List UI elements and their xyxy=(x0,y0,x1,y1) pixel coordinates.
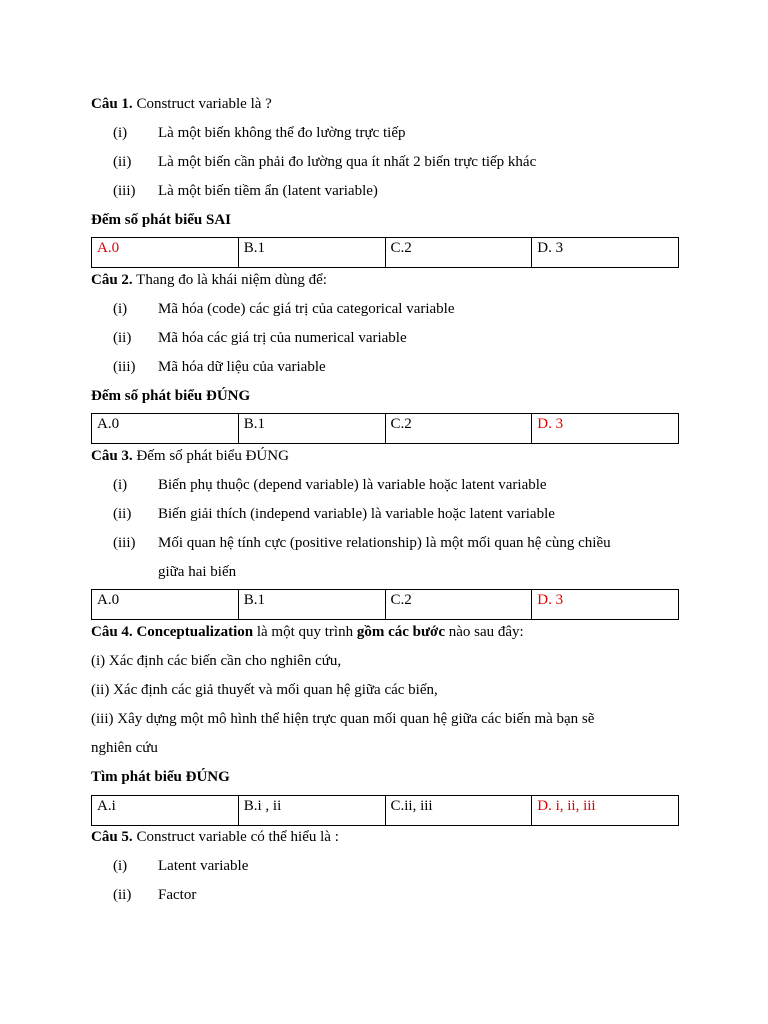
question-3-title xyxy=(91,447,289,465)
answer-option-d[interactable]: D. 3 xyxy=(532,414,679,444)
answer-option-d[interactable]: D. i, ii, iii xyxy=(532,796,679,826)
item-number: (iii) xyxy=(113,183,136,199)
item-number: (ii) xyxy=(113,330,132,346)
answer-option-c[interactable]: C.2 xyxy=(385,590,532,620)
question-4-line-4: nghiên cứu xyxy=(91,740,158,756)
answer-option-d[interactable]: D. 3 xyxy=(532,238,679,268)
question-label: Câu 4. xyxy=(91,624,133,640)
answer-option-c[interactable]: C.2 xyxy=(385,238,532,268)
question-1-item-2 xyxy=(113,153,536,171)
question-2-instruction: Đếm số phát biểu ĐÚNG xyxy=(91,388,251,404)
item-text: Mã hóa (code) các giá trị của categorical variable xyxy=(158,301,455,317)
question-3-answer-table xyxy=(91,589,679,620)
question-label: Câu 1. xyxy=(91,96,133,112)
question-4-line-1: (i) Xác định các biến cần cho nghiên cứu, xyxy=(91,653,342,669)
item-text: Là một biến cần phải đo lường qua ít nhất 2 biến trực tiếp khác xyxy=(158,154,537,170)
item-text: Mã hóa các giá trị của numerical variable xyxy=(158,330,407,346)
question-1-title xyxy=(91,95,272,113)
question-bold-term: Conceptualization xyxy=(136,624,254,640)
answer-option-b[interactable]: B.1 xyxy=(238,414,385,444)
answer-option-a[interactable]: A.0 xyxy=(92,590,239,620)
question-text: Construct variable là ? xyxy=(132,96,272,112)
item-text: Latent variable xyxy=(158,858,249,874)
question-4-line-2: (ii) Xác định các giả thuyết và mối quan hệ giữa các biến, xyxy=(91,682,438,698)
question-1-instruction: Đếm số phát biểu SAI xyxy=(91,212,232,228)
item-text: Là một biến không thể đo lường trực tiếp xyxy=(158,125,406,141)
question-2-item-2 xyxy=(113,329,407,347)
question-3-item-3-continuation: giữa hai biến xyxy=(158,564,237,580)
question-4-title: Câu 4. Conceptualization là một quy trình gồm các bước nào sau đây: xyxy=(91,624,524,640)
question-3-item-2 xyxy=(113,505,555,523)
answer-option-b[interactable]: B.1 xyxy=(238,238,385,268)
question-2-item-1 xyxy=(113,300,455,318)
item-number: (ii) xyxy=(113,506,132,522)
item-text: Factor xyxy=(158,887,197,903)
question-label: Câu 2. xyxy=(91,272,133,288)
item-number: (i) xyxy=(113,858,128,874)
item-number: (iii) xyxy=(113,359,136,375)
question-3-item-3 xyxy=(113,534,611,552)
answer-option-b[interactable]: B.1 xyxy=(238,590,385,620)
answer-option-d[interactable]: D. 3 xyxy=(532,590,679,620)
question-5-item-2 xyxy=(113,886,196,904)
question-4-line-3: (iii) Xây dựng một mô hình thể hiện trực quan mối quan hệ giữa các biến mà bạn sẽ xyxy=(91,711,595,727)
question-2-title xyxy=(91,271,327,289)
question-text: Thang đo là khái niệm dùng để: xyxy=(132,272,327,288)
answer-option-c[interactable]: C.ii, iii xyxy=(385,796,532,826)
question-text: Construct variable có thể hiểu là : xyxy=(132,829,339,845)
question-4-answer-table xyxy=(91,795,679,826)
question-1-item-1 xyxy=(113,124,405,142)
answer-option-b[interactable]: B.i , ii xyxy=(238,796,385,826)
question-5-title xyxy=(91,828,339,846)
question-label: Câu 5. xyxy=(91,829,133,845)
question-label: Câu 3. xyxy=(91,448,133,464)
answer-option-c[interactable]: C.2 xyxy=(385,414,532,444)
question-2-item-3 xyxy=(113,358,326,376)
item-text: Mối quan hệ tính cực (positive relationship) là một mối quan hệ cùng chiều xyxy=(158,535,611,551)
item-text: Biến giải thích (independ variable) là variable hoặc latent variable xyxy=(158,506,555,522)
answer-option-a[interactable]: A.0 xyxy=(92,238,239,268)
item-text: Là một biến tiềm ẩn (latent variable) xyxy=(158,183,378,199)
item-number: (ii) xyxy=(113,887,132,903)
question-1-answer-table xyxy=(91,237,679,268)
answer-option-a[interactable]: A.0 xyxy=(92,414,239,444)
item-number: (i) xyxy=(113,477,128,493)
question-text: Đếm số phát biểu ĐÚNG xyxy=(132,448,289,464)
question-4-instruction: Tìm phát biểu ĐÚNG xyxy=(91,769,230,785)
item-number: (ii) xyxy=(113,154,132,170)
question-3-item-1 xyxy=(113,476,547,494)
answer-option-a[interactable]: A.i xyxy=(92,796,239,826)
item-text: Biến phụ thuộc (depend variable) là variable hoặc latent variable xyxy=(158,477,547,493)
question-1-item-3 xyxy=(113,182,378,200)
item-number: (i) xyxy=(113,125,128,141)
question-2-answer-table xyxy=(91,413,679,444)
item-text: Mã hóa dữ liệu của variable xyxy=(158,359,326,375)
item-number: (i) xyxy=(113,301,128,317)
item-number: (iii) xyxy=(113,535,136,551)
question-5-item-1 xyxy=(113,857,248,875)
